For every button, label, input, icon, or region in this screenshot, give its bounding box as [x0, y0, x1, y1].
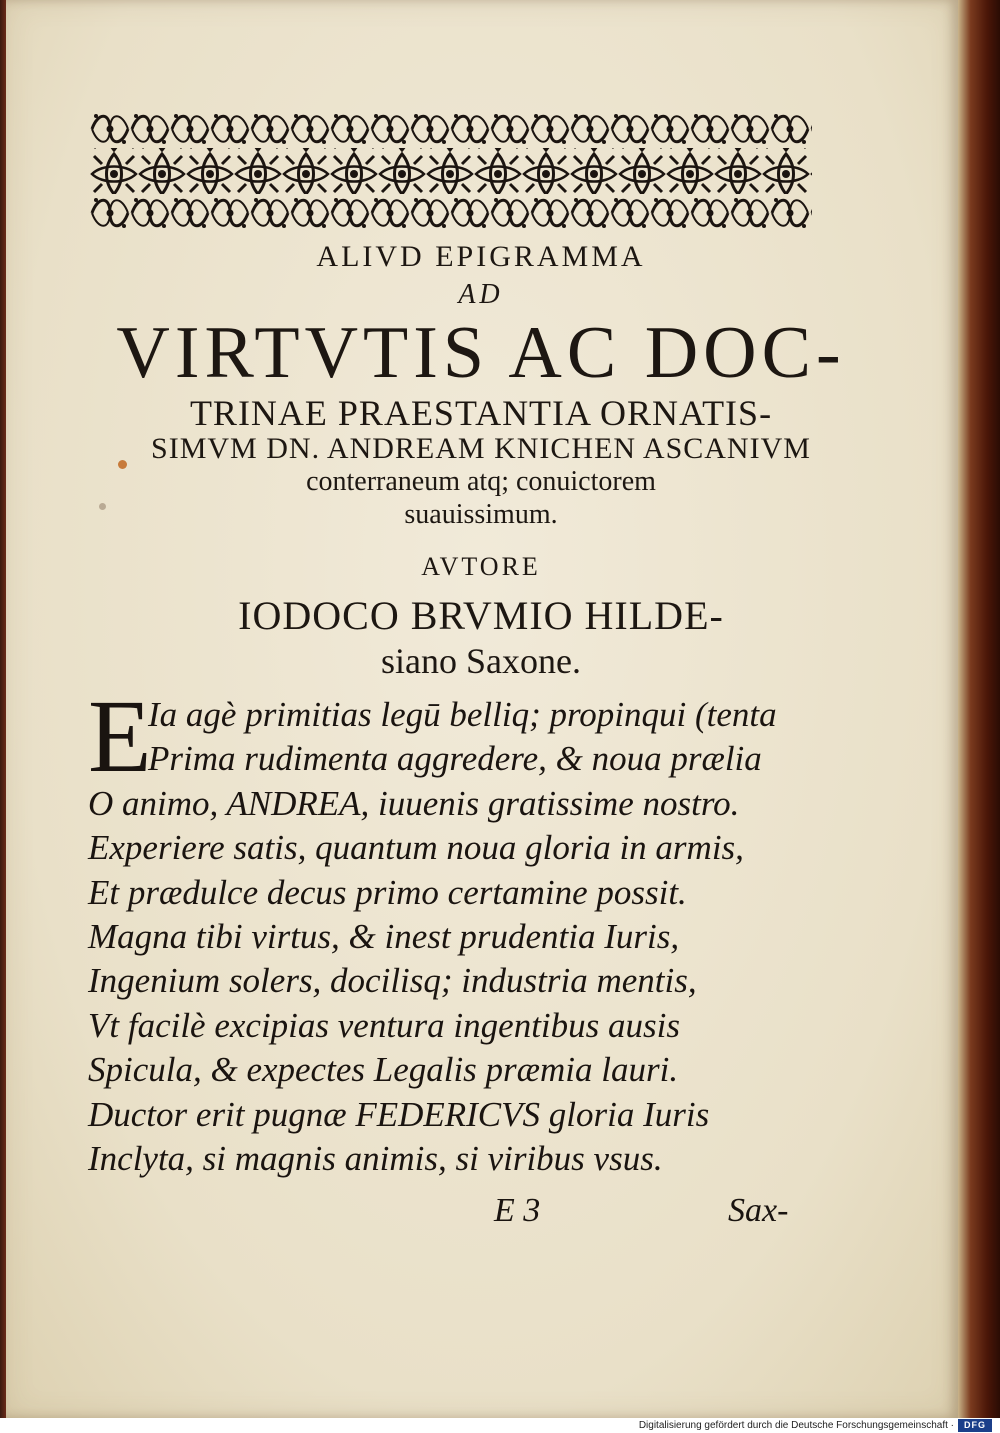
heading-line-3: VIRTVTIS AC DOC- [116, 312, 846, 394]
poem [88, 679, 828, 1181]
author-name-line-2: siano Saxone. [381, 641, 581, 681]
verse-line: Inclyta, si magnis animis, si viribus vsus. [88, 1138, 663, 1178]
catchword: Sax- [728, 1192, 789, 1229]
book-edge-right [958, 0, 1000, 1418]
drop-cap: E [88, 679, 152, 794]
heading-line-5: SIMVM DN. ANDREAM KNICHEN ASCANIVM [151, 432, 811, 465]
verse-line: Spicula, & expectes Legalis præmia lauri. [88, 1050, 679, 1090]
heading-line-1: ALIVD EPIGRAMMA [316, 240, 646, 273]
author-label: AVTORE [421, 552, 541, 581]
author-name-line-1: IODOCO BRVMIO HILDE- [238, 593, 724, 638]
signature-mark: E 3 [494, 1192, 541, 1229]
heading-line-4: TRINAE PRAESTANTIA ORNATIS- [189, 393, 773, 433]
dfg-logo: DFG [958, 1419, 992, 1432]
heading-line-6: conterraneum atq; conuictorem [306, 466, 656, 497]
verse-line: Ingenium solers, docilisq; industria mentis, [88, 961, 697, 1001]
footer-credit: Digitalisierung gefördert durch die Deutsche Forschungsgemeinschaft · [638, 1420, 954, 1431]
verse-line: Experiere satis, quantum noua gloria in armis, [88, 828, 744, 868]
verse-line: Vt facilè excipias ventura ingentibus ausis [88, 1005, 680, 1045]
footer-bar [0, 1418, 1000, 1433]
page [6, 0, 958, 1418]
verse-line: Ia agè primitias legū belliq; propinqui (tenta [148, 695, 777, 734]
verse-line: O animo, ANDREA, iuuenis gratissime nostro. [88, 783, 740, 823]
ornamental-border [90, 108, 812, 234]
verse-line: Ductor erit pugnæ FEDERICVS gloria Iuris [88, 1094, 710, 1134]
heading-line-7: suauissimum. [404, 499, 558, 530]
stain-spot [99, 503, 106, 510]
verse-line: Magna tibi virtus, & inest prudentia Iuris, [88, 916, 680, 956]
stain-spot [118, 460, 127, 469]
heading-line-2: AD [458, 279, 504, 310]
verse-line: Prima rudimenta aggredere, & noua prælia [148, 739, 762, 779]
verse-line: Et prædulce decus primo certamine possit. [88, 872, 687, 912]
